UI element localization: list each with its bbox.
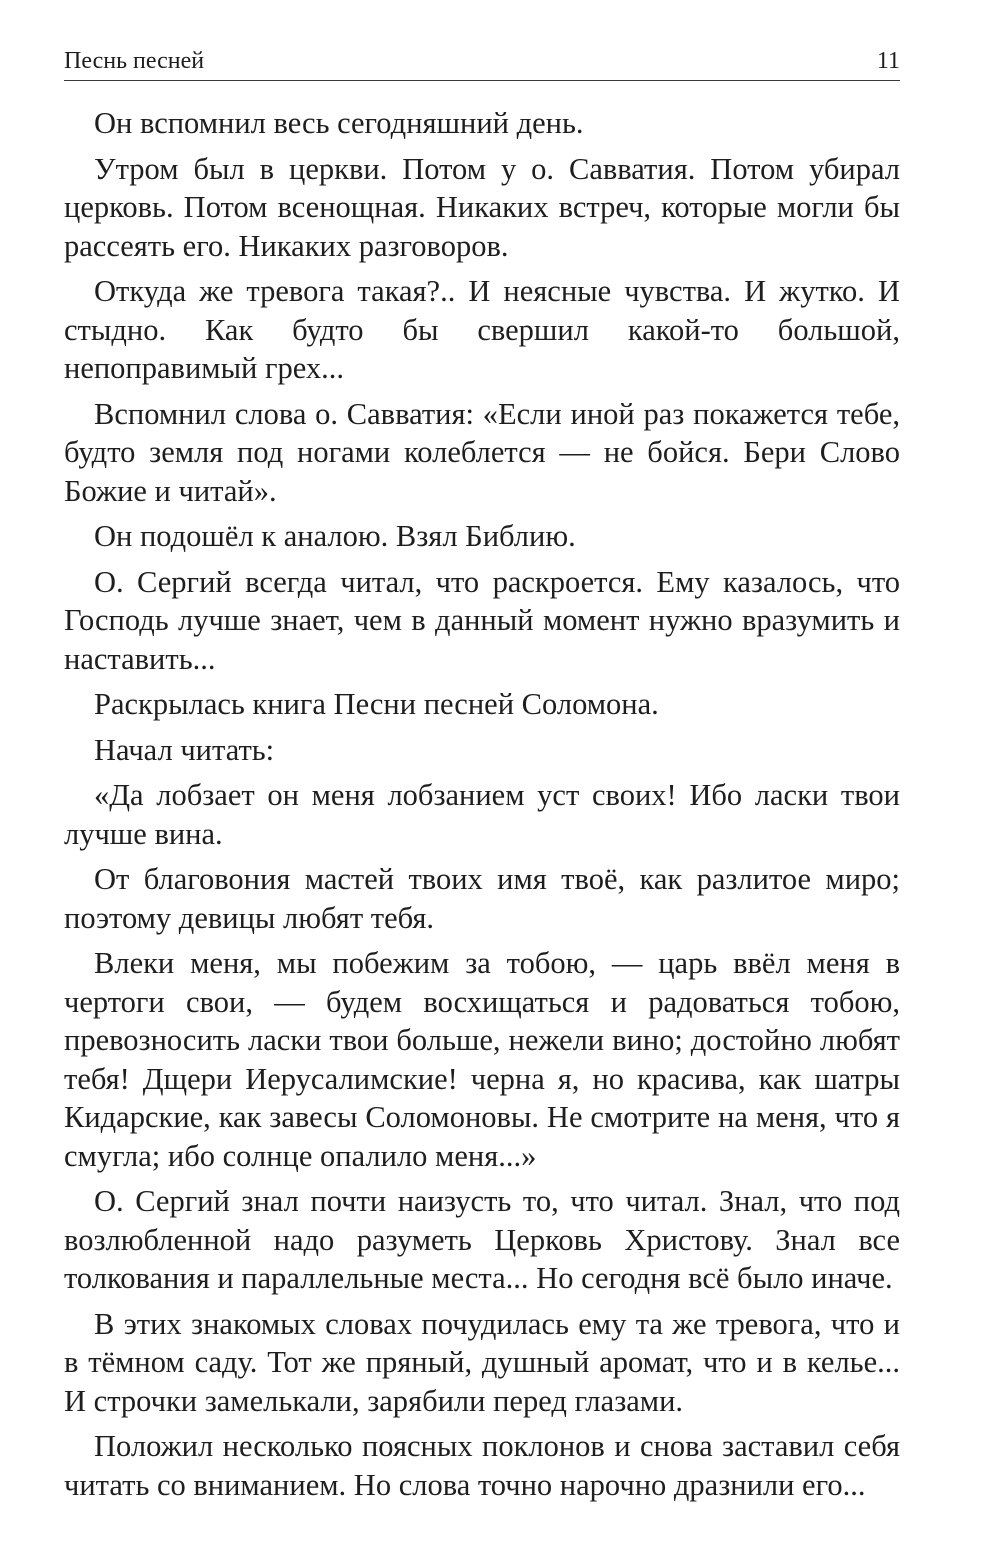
paragraph: Положил несколько поясных поклонов и снова заставил себя читать со вниманием. Но слова точно нарочно дразнили его... (64, 1429, 900, 1502)
paragraph: «Да лобзает он меня лобзанием уст своих! Ибо ласки твои лучше вина. (64, 778, 900, 851)
paragraph: В этих знакомых словах почудилась ему та же тревога, что и в тёмном саду. Тот же пряный, душный аромат, что и в келье... И строчки замелькали, зарябили перед глазами. (64, 1306, 900, 1418)
paragraph: Он вспомнил весь сегодняшний день. (94, 106, 584, 140)
paragraph: Утром был в церкви. Потом у о. Савватия. Потом убирал церковь. Потом всенощная. Никаких встреч, которые могли бы рассеять его. Никаких разговоров. (64, 151, 900, 263)
body-text (64, 104, 900, 1511)
paragraph: От благовония мастей твоих имя твоё, как разлитое миро; поэтому девицы любят тебя. (64, 862, 900, 935)
page-number: 11 (876, 48, 900, 74)
paragraph: Начал читать: (94, 732, 275, 767)
paragraph: Откуда же тревога такая?.. И неясные чувства. И жутко. И стыдно. Как будто бы свершил какой-то большой, непоправимый грех... (64, 274, 900, 385)
paragraph: Вспомнил слова о. Савватия: «Если иной раз покажется тебе, будто земля под ногами колеблется — не бойся. Бери Слово Божие и читай». (64, 396, 900, 508)
paragraph: Раскрылась книга Песни песней Соломона. (94, 687, 659, 721)
paragraph: Влеки меня, мы побежим за тобою, — царь ввёл меня в чертоги свои, — будем восхищаться и радоваться тобою, превозносить ласки твои больше, нежели вино; достойно любят тебя! Дщери Иерусалимские! черна я, но красива, как шатры Кидарские, как завесы Соломоновы. Не смотрите на меня, что я смугла; ибо солнце опалило меня...» (64, 946, 900, 1173)
paragraph: О. Сергий знал почти наизусть то, что читал. Знал, что под возлюбленной надо разуметь Церковь Христову. Знал все толкования и параллельные места... Но сегодня всё было иначе. (64, 1184, 900, 1295)
running-title: Песнь песней (64, 48, 205, 74)
paragraph: Он подошёл к аналою. Взял Библию. (94, 519, 576, 553)
paragraph: О. Сергий всегда читал, что раскроется. Ему казалось, что Господь лучше знает, чем в данный момент нужно вразумить и наставить... (64, 564, 900, 676)
running-header (64, 44, 900, 81)
